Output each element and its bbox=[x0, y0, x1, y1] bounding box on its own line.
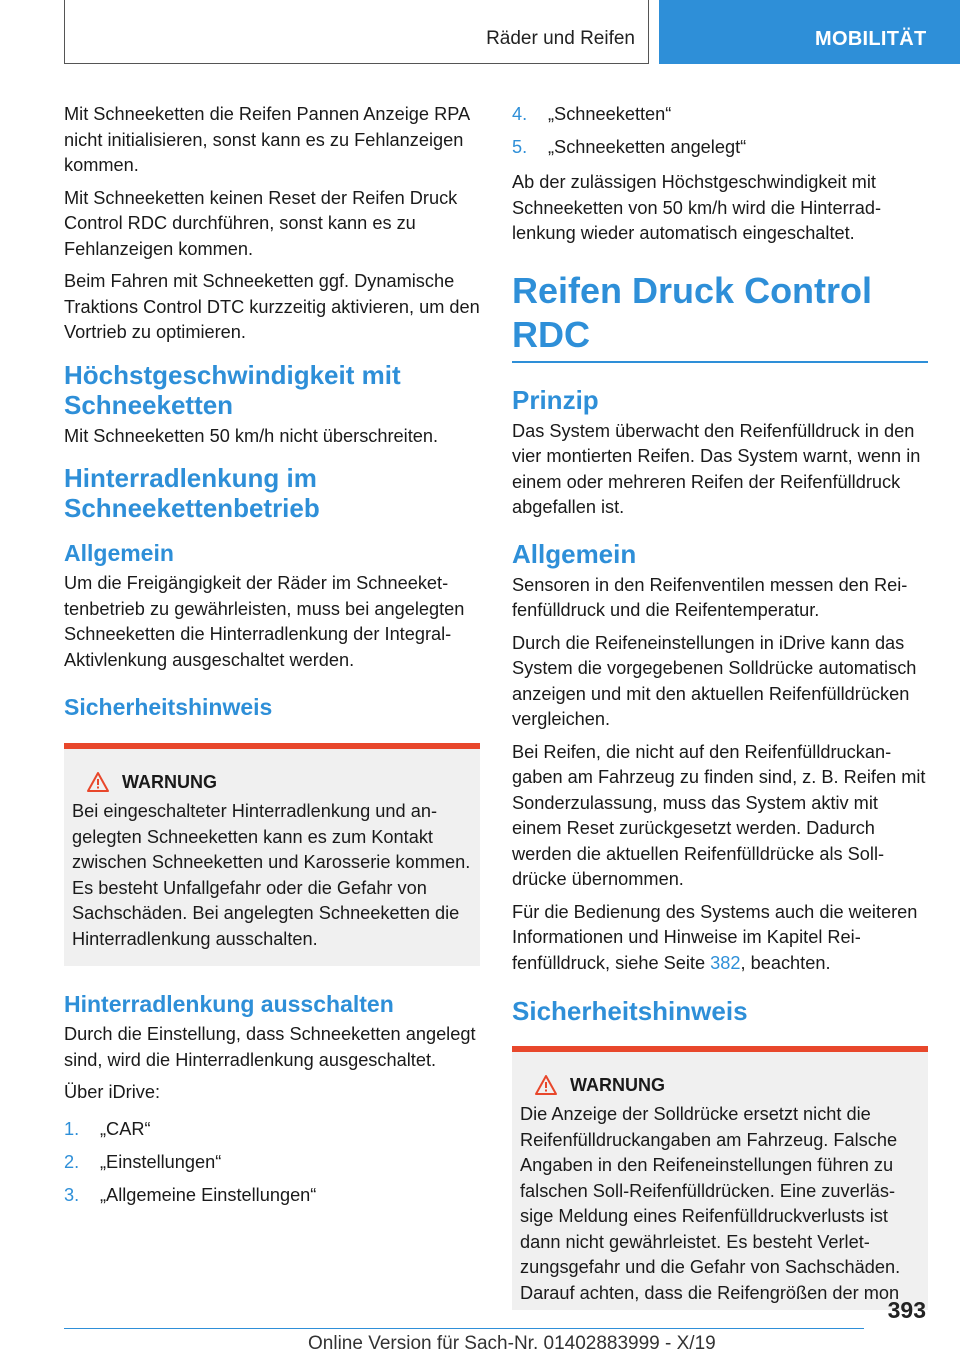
warning-text: Die Anzeige der Solldrücke ersetzt nicht die Reifenfülldruckangaben am Fahrzeug. Falsche Angaben in den Reifeneinstellungen führen zu falschen Soll-Reifenfülldrücken. Eine zuverlässige Meldung eines Reifenfülldruckverlusts ist dann nicht gewährleistet. Es besteht Verletzungsgefahr und die Gefahr von Sachschäden. Darauf achten, dass die Reifengrößen der mon bbox=[520, 1104, 901, 1303]
paragraph: Beim Fahren mit Schneeketten ggf. Dynamische Traktions Control DTC kurzzeitig aktivieren, um den Vortrieb zu optimieren. bbox=[64, 271, 480, 342]
heading-disable: Hinterradlenkung ausschalten bbox=[64, 991, 394, 1017]
warning-triangle-icon bbox=[534, 1074, 558, 1096]
steps-list bbox=[64, 1113, 480, 1212]
right-column bbox=[512, 98, 928, 1310]
steps-list bbox=[512, 98, 928, 164]
heading-safety: Sicherheitshinweis bbox=[64, 694, 273, 720]
heading-rear-steering: Hinterradlenkung im Schneekettenbetrieb bbox=[64, 463, 320, 523]
warning-triangle-icon bbox=[86, 771, 110, 793]
list-item: 5. „Schneeketten angelegt“ bbox=[512, 137, 747, 157]
paragraph: Für die Bedienung des Systems auch die weiteren Informationen und Hinweise im Kapitel Reifenfülldruck, siehe Seite 382, beachten. bbox=[512, 901, 918, 973]
warning-box bbox=[64, 743, 480, 966]
heading-general: Allgemein bbox=[64, 540, 174, 566]
warning-title-text: WARNUNG bbox=[122, 771, 217, 792]
paragraph: Ab der zulässigen Höchstgeschwindigkeit mit Schneeketten von 50 km/h wird die Hinterradlenkung wieder automatisch eingeschaltet. bbox=[512, 172, 881, 243]
header-chapter-label: MOBILITÄT bbox=[815, 28, 927, 50]
warning-box bbox=[512, 1046, 928, 1310]
header-section-title: Räder und Reifen bbox=[486, 28, 635, 49]
warning-title bbox=[534, 1074, 920, 1096]
footer-divider bbox=[64, 1328, 864, 1329]
paragraph: Durch die Einstellung, dass Schneeketten angelegt sind, wird die Hinterradlenkung ausgeschaltet. bbox=[64, 1024, 476, 1070]
list-item: 4. „Schneeketten“ bbox=[512, 104, 672, 124]
paragraph: Über iDrive: bbox=[64, 1082, 161, 1102]
heading-principle: Prinzip bbox=[512, 384, 599, 415]
left-column bbox=[64, 102, 480, 1218]
paragraph: Durch die Reifeneinstellungen in iDrive kann das System die vorgegebenen Solldrücke automatisch anzeigen und mit den aktuellen Reifenfülldrücken vergleichen. bbox=[512, 632, 917, 729]
list-item: 1. „CAR“ bbox=[64, 1118, 151, 1139]
page-link[interactable]: 382 bbox=[710, 952, 741, 973]
heading-speed: Höchstgeschwindigkeit mit Schneeketten bbox=[64, 359, 401, 420]
footer-text: Online Version für Sach-Nr. 01402883999 - X/19 bbox=[308, 1333, 716, 1354]
warning-title-text: WARNUNG bbox=[570, 1074, 665, 1095]
list-item: 2. „Einstellungen“ bbox=[64, 1151, 222, 1172]
paragraph: Sensoren in den Reifenventilen messen den Reifenfülldruck und die Reifentemperatur. bbox=[512, 574, 908, 620]
header-chapter-tab bbox=[659, 0, 960, 64]
heading-general: Allgemein bbox=[512, 538, 637, 569]
list-item: 3. „Allgemeine Einstellungen“ bbox=[64, 1184, 317, 1205]
paragraph: Bei Reifen, die nicht auf den Reifenfülldruckangaben am Fahrzeug zu finden sind, z. B. Reifen mit Sonderzulassung, muss das System aktiv mit einem Reset zurückgesetzt werden. Dadurch werden die aktuellen Reifenfülldrücke als Solldrücke übernommen. bbox=[512, 741, 926, 889]
heading-safety: Sicherheitshinweis bbox=[512, 996, 748, 1026]
heading-rdc: Reifen Druck Control RDC bbox=[512, 269, 928, 363]
paragraph: Mit Schneeketten keinen Reset der Reifen Druck Control RDC durchführen, sonst kann es zu Fehlanzeigen kommen. bbox=[64, 187, 458, 259]
paragraph: Um die Freigängigkeit der Räder im Schneekettenbetrieb zu gewährleisten, muss bei angelegten Schneeketten die Hinterradlenkung der Integral-Aktivlenkung ausgeschaltet werden. bbox=[64, 573, 465, 670]
page-number: 393 bbox=[887, 1297, 926, 1323]
warning-text: Bei eingeschalteter Hinterradlenkung und angelegten Schneeketten kann es zum Kontakt zwischen Schneeketten und Karosserie kommen. Es besteht Unfallgefahr oder die Gefahr von Sachschäden. Bei angelegten Schneeketten die Hinterradlenkung ausschalten. bbox=[72, 801, 471, 949]
warning-title bbox=[86, 771, 472, 793]
paragraph: Mit Schneeketten 50 km/h nicht überschreiten. bbox=[64, 425, 439, 446]
paragraph: Mit Schneeketten die Reifen Pannen Anzeige RPA nicht initialisieren, sonst kann es zu Fehlanzeigen kommen. bbox=[64, 104, 470, 175]
paragraph: Das System überwacht den Reifenfülldruck in den vier montierten Reifen. Das System warnt, wenn in einem oder mehreren Reifen der Reifenfülldruck abgefallen ist. bbox=[512, 420, 921, 517]
